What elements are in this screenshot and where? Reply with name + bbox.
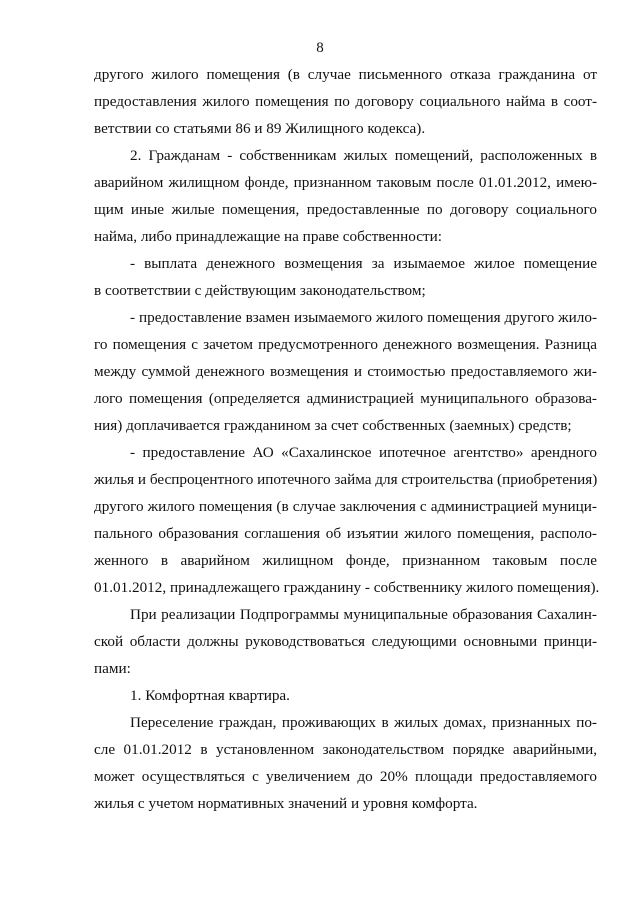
text-line: лого помещения (определяется администрацией муниципального образова- <box>94 390 597 407</box>
text-line: пального образования соглашения об изъятии жилого помещения, располо- <box>94 525 597 542</box>
text-line: жилья и беспроцентного ипотечного займа для строительства (приобретения) <box>94 471 598 488</box>
page-number: 8 <box>316 40 324 56</box>
text-line: предоставления жилого помещения по договору социального найма в соот- <box>94 93 597 110</box>
text-line: го помещения с зачетом предусмотренного денежного возмещения. Разница <box>94 336 597 353</box>
text-line: сле 01.01.2012 в установленном законодательством порядке аварийными, <box>94 741 597 758</box>
text-line: - предоставление взамен изымаемого жилого помещения другого жило- <box>130 309 597 326</box>
text-line: ния) доплачивается гражданином за счет собственных (заемных) средств; <box>94 417 572 434</box>
text-line: другого жилого помещения (в случае письменного отказа гражданина от <box>94 66 597 83</box>
text-line: щим иные жилые помещения, предоставленные по договору социального <box>94 201 597 218</box>
text-line: - выплата денежного возмещения за изымаемое жилое помещение <box>130 255 597 272</box>
text-line: в соответствии с действующим законодательством; <box>94 282 426 299</box>
text-line: При реализации Подпрограммы муниципальные образования Сахалин- <box>130 606 597 623</box>
text-line: 2. Гражданам - собственникам жилых помещений, расположенных в <box>130 147 597 164</box>
text-line: найма, либо принадлежащие на праве собственности: <box>94 228 442 245</box>
text-line: может осуществляться с увеличением до 20% площади предоставляемого <box>94 768 597 785</box>
text-line: - предоставление АО «Сахалинское ипотечное агентство» арендного <box>130 444 597 461</box>
text-line: 01.01.2012, принадлежащего гражданину - собственнику жилого помещения). <box>94 579 600 596</box>
text-line: жилья с учетом нормативных значений и уровня комфорта. <box>94 795 478 812</box>
text-line: пами: <box>94 660 131 677</box>
text-line: между суммой денежного возмещения и стоимостью предоставляемого жи- <box>94 363 597 380</box>
text-line: ветствии со статьями 86 и 89 Жилищного кодекса). <box>94 120 426 137</box>
text-line: ской области должны руководствоваться следующими основными принци- <box>94 633 597 650</box>
text-line: женного в аварийном жилищном фонде, признанном таковым после <box>94 552 597 569</box>
section-heading: 1. Комфортная квартира. <box>130 687 290 704</box>
text-line: другого жилого помещения (в случае заключения с администрацией муници- <box>94 498 597 515</box>
text-line: аварийном жилищном фонде, признанном таковым после 01.01.2012, имею- <box>94 174 597 191</box>
text-line: Переселение граждан, проживающих в жилых домах, признанных по- <box>130 714 597 731</box>
